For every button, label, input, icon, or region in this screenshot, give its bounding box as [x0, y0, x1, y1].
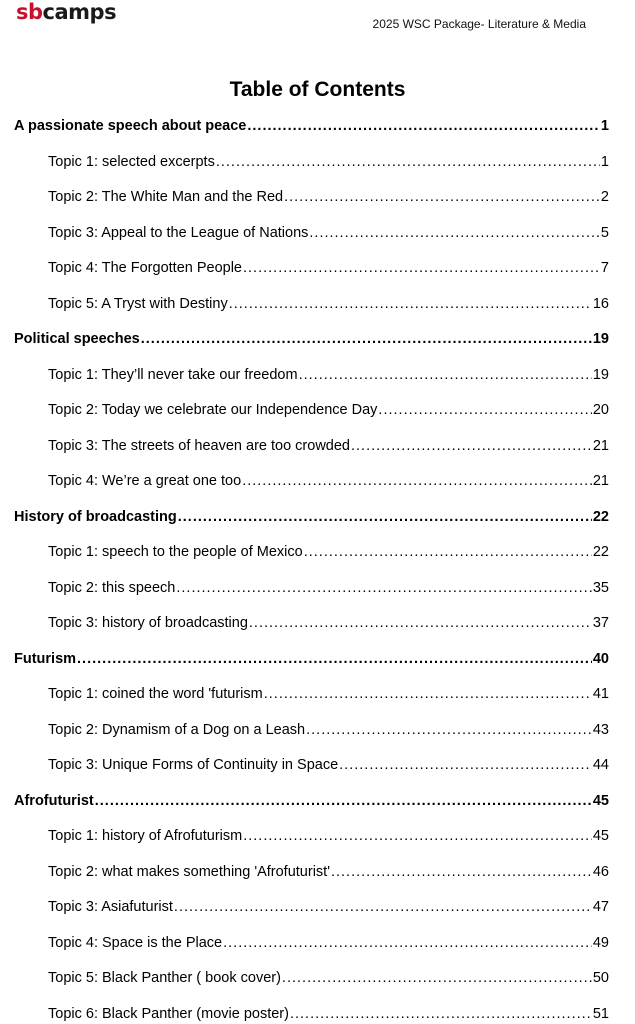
- logo-word: camps: [42, 0, 117, 24]
- toc-page-number: 41: [592, 686, 609, 702]
- toc-page-number: 45: [592, 828, 609, 844]
- toc-entry-label: Topic 3: Asiafuturist: [48, 899, 173, 915]
- dot-leader: [304, 542, 592, 562]
- dot-leader: [378, 400, 591, 420]
- toc-entry-label: Topic 5: A Tryst with Destiny: [48, 295, 228, 312]
- toc-topic[interactable]: [48, 152, 609, 172]
- dot-leader: [176, 578, 592, 598]
- dot-leader: [264, 684, 592, 704]
- toc-topic[interactable]: [48, 400, 609, 420]
- toc-page-number: 19: [592, 366, 609, 383]
- toc-page-number: 1: [600, 153, 609, 170]
- toc-entry-label: A passionate speech about peace: [14, 118, 247, 134]
- toc-topic[interactable]: [48, 542, 609, 562]
- toc-topic[interactable]: [48, 826, 609, 846]
- toc-entry-label: Topic 2: Today we celebrate our Independence Day: [48, 402, 378, 418]
- toc-page-number: 45: [592, 792, 609, 809]
- toc-page-number: 20: [592, 402, 609, 418]
- toc-page-number: 5: [600, 224, 609, 241]
- dot-leader: [331, 862, 592, 882]
- toc-entry-label: History of broadcasting: [14, 508, 177, 525]
- toc-topic[interactable]: [48, 294, 609, 314]
- toc-entry-label: Topic 4: Space is the Place: [48, 934, 223, 951]
- toc-entry-label: Topic 1: They’ll never take our freedom: [48, 366, 298, 383]
- toc-page-number: 43: [592, 721, 609, 738]
- dot-leader: [229, 294, 592, 314]
- toc-topic[interactable]: [48, 578, 609, 598]
- toc-page-number: 2: [600, 189, 609, 205]
- sbcamps-logo: [16, 0, 116, 24]
- toc-page-number: 22: [592, 544, 609, 560]
- toc-entry-label: Futurism: [14, 650, 77, 667]
- toc-page-number: 47: [592, 899, 609, 915]
- toc-entry-label: Topic 6: Black Panther (movie poster): [48, 1005, 289, 1022]
- dot-leader: [284, 187, 600, 207]
- toc-section[interactable]: [14, 116, 609, 136]
- toc-topic[interactable]: [48, 720, 609, 740]
- toc-page-number: 46: [592, 863, 609, 880]
- toc-topic[interactable]: [48, 897, 609, 917]
- toc-topic[interactable]: [48, 862, 609, 882]
- toc-page-number: 22: [592, 508, 609, 525]
- toc-section[interactable]: [14, 791, 609, 811]
- dot-leader: [351, 436, 592, 456]
- toc-page-number: 44: [592, 757, 609, 773]
- dot-leader: [306, 720, 592, 740]
- toc-entry-label: Topic 4: The Forgotten People: [48, 260, 242, 276]
- page-title: Table of Contents: [229, 78, 406, 101]
- dot-leader: [242, 471, 592, 491]
- logo-mark: sb: [16, 0, 43, 24]
- toc-entry-label: Topic 1: selected excerpts: [48, 153, 215, 170]
- toc-entry-label: Political speeches: [14, 331, 140, 347]
- toc-entry-label: Topic 5: Black Panther ( book cover): [48, 970, 281, 986]
- toc-entry-label: Topic 3: The streets of heaven are too crowded: [48, 437, 350, 454]
- toc-page-number: 50: [592, 970, 609, 986]
- toc-page-number: 1: [600, 118, 609, 134]
- toc-topic[interactable]: [48, 471, 609, 491]
- toc-page-number: 7: [600, 260, 609, 276]
- toc-entry-label: Topic 3: history of broadcasting: [48, 615, 248, 631]
- dot-leader: [290, 1004, 592, 1024]
- dot-leader: [95, 791, 592, 811]
- toc-entry-label: Topic 3: Unique Forms of Continuity in Space: [48, 757, 339, 773]
- dot-leader: [178, 507, 592, 527]
- toc-section[interactable]: [14, 507, 609, 527]
- toc-section[interactable]: [14, 649, 609, 669]
- toc-page-number: 35: [592, 579, 609, 596]
- toc-entry-label: Topic 1: history of Afrofuturism: [48, 828, 243, 844]
- dot-leader: [339, 755, 592, 775]
- toc-topic[interactable]: [48, 613, 609, 633]
- toc-topic[interactable]: [48, 187, 609, 207]
- toc-page-number: 16: [592, 295, 609, 312]
- toc-entry-label: Topic 2: Dynamism of a Dog on a Leash: [48, 721, 306, 738]
- toc-entry-label: Topic 4: We’re a great one too: [48, 473, 242, 489]
- package-title: 2025 WSC Package- Literature & Media: [372, 17, 586, 31]
- toc-topic[interactable]: [48, 258, 609, 278]
- toc-page-number: 37: [592, 615, 609, 631]
- toc-entry-label: Topic 2: The White Man and the Red: [48, 189, 284, 205]
- toc-entry-label: Topic 2: this speech: [48, 579, 176, 596]
- toc-topic[interactable]: [48, 968, 609, 988]
- dot-leader: [174, 897, 592, 917]
- toc-page-number: 49: [592, 934, 609, 951]
- dot-leader: [299, 365, 592, 385]
- toc-topic[interactable]: [48, 933, 609, 953]
- dot-leader: [223, 933, 592, 953]
- dot-leader: [309, 223, 600, 243]
- toc-topic[interactable]: [48, 755, 609, 775]
- dot-leader: [243, 258, 600, 278]
- toc-topic[interactable]: [48, 223, 609, 243]
- toc-entry-label: Topic 2: what makes something 'Afrofuturist': [48, 863, 330, 880]
- dot-leader: [141, 329, 592, 349]
- dot-leader: [249, 613, 592, 633]
- toc-topic[interactable]: [48, 436, 609, 456]
- toc-page-number: 21: [592, 473, 609, 489]
- toc-topic[interactable]: [48, 1004, 609, 1024]
- toc-topic[interactable]: [48, 684, 609, 704]
- dot-leader: [282, 968, 592, 988]
- toc-section[interactable]: [14, 329, 609, 349]
- toc-page-number: 21: [592, 437, 609, 454]
- toc-page-number: 51: [592, 1005, 609, 1022]
- toc-page-number: 40: [592, 650, 609, 667]
- dot-leader: [243, 826, 592, 846]
- toc-entry-label: Afrofuturist: [14, 792, 94, 809]
- dot-leader: [77, 649, 592, 669]
- toc-topic[interactable]: [48, 365, 609, 385]
- dot-leader: [216, 152, 600, 172]
- dot-leader: [247, 116, 600, 136]
- toc-page-number: 19: [592, 331, 609, 347]
- toc-entry-label: Topic 1: coined the word 'futurism: [48, 686, 263, 702]
- toc-entry-label: Topic 3: Appeal to the League of Nations: [48, 224, 309, 241]
- toc-entry-label: Topic 1: speech to the people of Mexico: [48, 544, 303, 560]
